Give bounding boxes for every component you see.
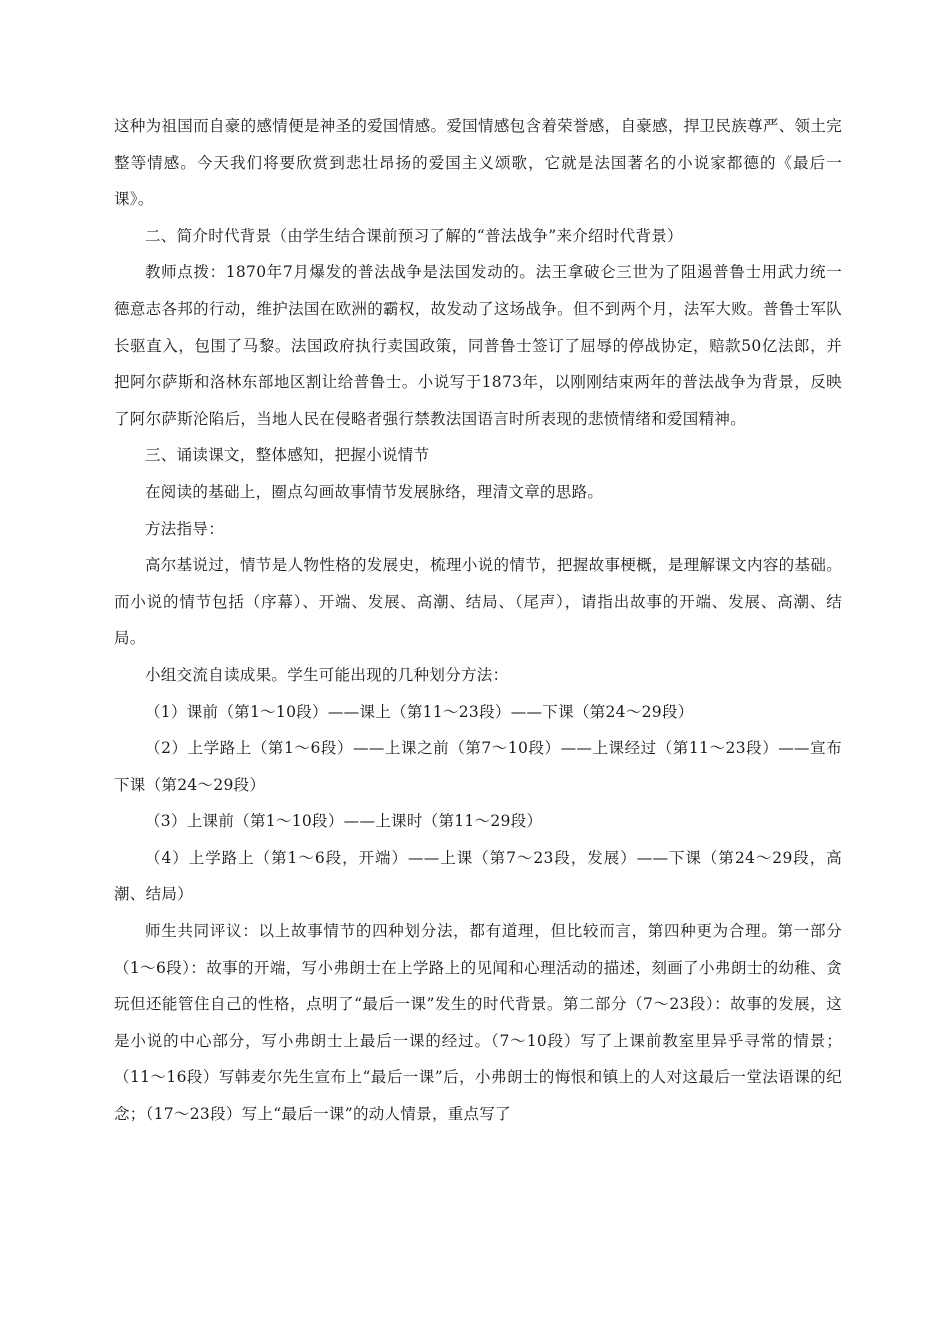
paragraph-group-exchange: 小组交流自读成果。学生可能出现的几种划分方法： bbox=[145, 665, 509, 684]
list-item-division-3: （3）上课前（第1～10段）——上课时（第11～29段） bbox=[145, 812, 543, 831]
paragraph-method-label: 方法指导： bbox=[145, 519, 225, 538]
paragraph-reading-task: 在阅读的基础上，圈点勾画故事情节发展脉络，理清文章的思路。 bbox=[145, 482, 604, 501]
list-item-division-2: （2）上学路上（第1～6段）——上课之前（第7～10段）——上课经过（第11～23段）——宣布下课（第24～29段） bbox=[114, 739, 842, 794]
paragraph-joint-evaluation: 师生共同评议：以上故事情节的四种划分法，都有道理，但比较而言，第四种更为合理。第一部分（1～6段）：故事的开端，写小弗朗士在上学路上的见闻和心理活动的描述，刻画了小弗朗士的幼稚、贪玩但还能管住自己的性格，点明了“最后一课”发生的时代背景。第二部分（7～23段）：故事的发展，这是小说的中心部分，写小弗朗士上最后一课的经过。（7～10段）写了上课前教室里异乎寻常的情景；（11～16段）写韩麦尔先生宣布上“最后一课”后，小弗朗士的悔恨和镇上的人对这最后一堂法语课的纪念；（17～23段）写上“最后一课”的动人情景，重点写了 bbox=[114, 922, 842, 1124]
list-item-division-1: （1）课前（第1～10段）——课上（第11～23段）——下课（第24～29段） bbox=[145, 702, 694, 721]
section-heading-background: 二、简介时代背景（由学生结合课前预习了解的“普法战争”来介绍时代背景） bbox=[145, 226, 683, 245]
paragraph-intro-conclusion: 这种为祖国而自豪的感情便是神圣的爱国情感。爱国情感包含着荣誉感，自豪感，捍卫民族尊严、领土完整等情感。今天我们将要欣赏到悲壮昂扬的爱国主义颂歌，它就是法国著名的小说家都德的《最后一课》。 bbox=[114, 117, 842, 209]
section-heading-reading: 三、诵读课文，整体感知，把握小说情节 bbox=[145, 446, 430, 465]
list-item-division-4: （4）上学路上（第1～6段，开端）——上课（第7～23段，发展）——下课（第24～29段，高潮、结局） bbox=[114, 848, 842, 904]
paragraph-gorky-quote: 高尔基说过，情节是人物性格的发展史，梳理小说的情节，把握故事梗概，是理解课文内容的基础。而小说的情节包括（序幕）、开端、发展、高潮、结局、（尾声），请指出故事的开端、发展、高潮、结局。 bbox=[114, 556, 842, 648]
document-body bbox=[114, 108, 842, 1133]
paragraph-teacher-guidance: 教师点拨：1870年7月爆发的普法战争是法国发动的。法王拿破仑三世为了阻遏普鲁士用武力统一德意志各邦的行动，维护法国在欧洲的霸权，故发动了这场战争。但不到两个月，法军大败。普鲁士军队长驱直入，包围了马黎。法国政府执行卖国政策，同普鲁士签订了屈辱的停战协定，赔款50亿法郎，并把阿尔萨斯和洛林东部地区割让给普鲁士。小说写于1873年，以刚刚结束两年的普法战争为背景，反映了阿尔萨斯沦陷后，当地人民在侵略者强行禁教法国语言时所表现的悲愤情绪和爱国精神。 bbox=[114, 263, 842, 428]
